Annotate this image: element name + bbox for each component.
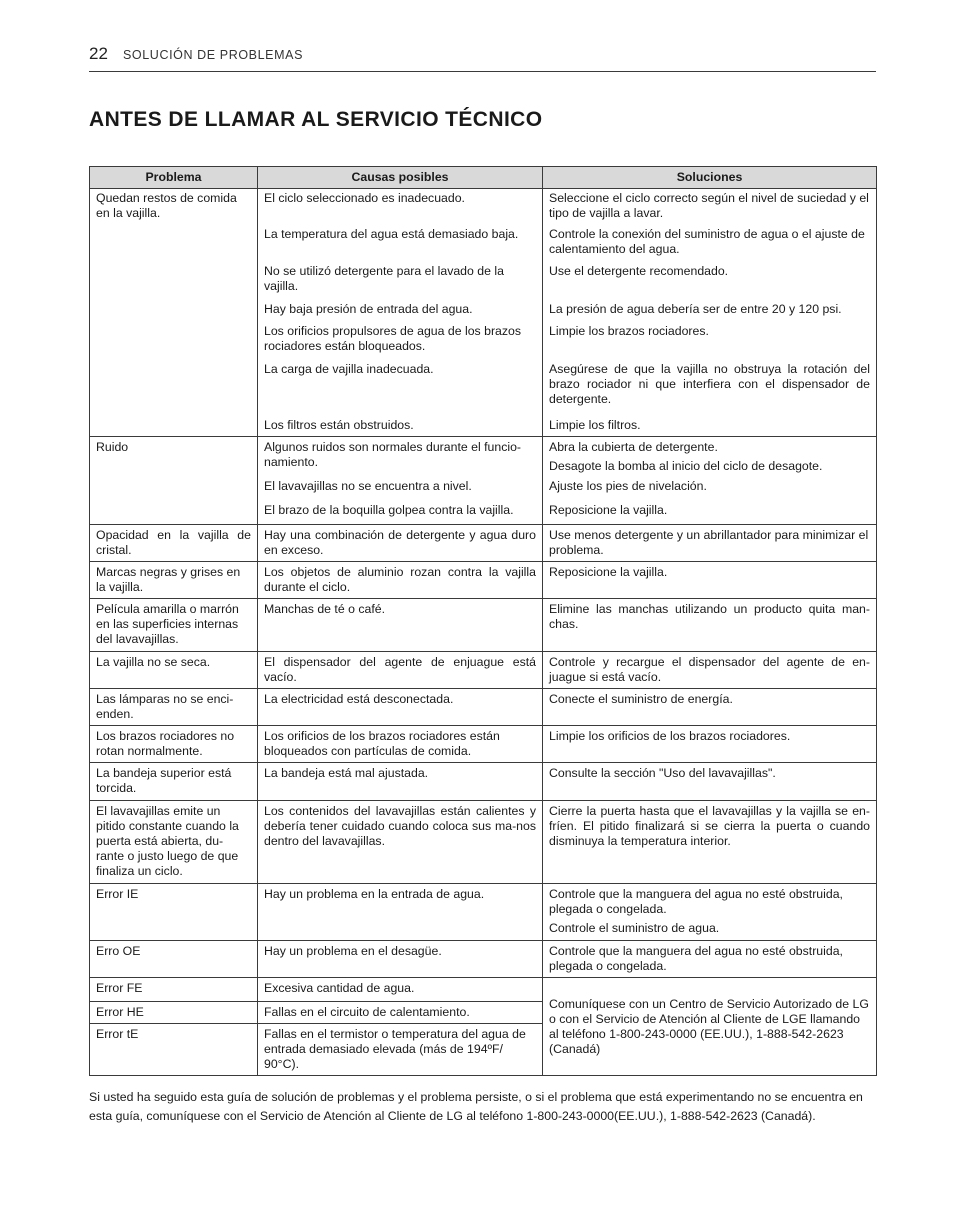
solution-cell: Controle y recargue el dispensador del agente de en-juague si está vacío. — [543, 652, 877, 689]
table-row — [90, 689, 877, 726]
cause-cell: Fallas en el circuito de calentamiento. — [258, 1002, 543, 1024]
table-row — [90, 978, 877, 1002]
cause-cell: No se utilizó detergente para el lavado de la vajilla. — [258, 264, 543, 302]
solution-cell: Comuníquese con un Centro de Servicio Autorizado de LG o con el Servicio de Atención al Cliente de LGE llamando al teléfono 1-800-243-0000 (EE.UU.), 1-888-542-2623 (Canadá) — [543, 978, 877, 1076]
solution-cell: Elimine las manchas utilizando un producto quita man-chas. — [543, 599, 877, 652]
solution-cell: Use el detergente recomendado. — [543, 264, 877, 302]
problem-cell: El lavavajillas emite un pitido constante cuando la puerta está abierta, du-rante o justo luego de que finaliza un ciclo. — [90, 801, 258, 884]
problem-cell: Erro OE — [90, 941, 258, 978]
problem-cell: Marcas negras y grises en la vajilla. — [90, 562, 258, 599]
problem-cell: Película amarilla o marrón en las superficies internas del lavavajillas. — [90, 599, 258, 652]
solution-line: Controle el suministro de agua. — [549, 921, 720, 935]
cause-cell: Hay un problema en la entrada de agua. — [258, 884, 543, 941]
column-header-causes: Causas posibles — [258, 167, 543, 189]
cause-cell: Hay baja presión de entrada del agua. — [258, 302, 543, 324]
solution-line: Controle que la manguera del agua no esté obstruida, plegada o congelada. — [549, 887, 843, 916]
cause-cell: La bandeja está mal ajustada. — [258, 763, 543, 801]
problem-cell: Opacidad en la vajilla de cristal. — [90, 525, 258, 562]
table-row — [90, 801, 877, 884]
problem-cell: Error HE — [90, 1002, 258, 1024]
solution-cell — [543, 437, 877, 479]
solution-cell: Limpie los brazos rociadores. — [543, 324, 877, 362]
solution-line: Abra la cubierta de detergente. — [549, 440, 718, 454]
cause-cell: El lavavajillas no se encuentra a nivel. — [258, 479, 543, 501]
solution-cell: Controle la conexión del suministro de agua o el ajuste de calentamiento del agua. — [543, 227, 877, 264]
page-title: ANTES DE LLAMAR AL SERVICIO TÉCNICO — [89, 108, 543, 131]
cause-cell: Los orificios de los brazos rociadores están bloqueados con partículas de comida. — [258, 726, 543, 763]
cause-cell: El ciclo seleccionado es inadecuado. — [258, 189, 543, 227]
problem-cell: Las lámparas no se enci-enden. — [90, 689, 258, 726]
cause-cell: Los filtros están obstruidos. — [258, 414, 543, 437]
cause-cell: Los contenidos del lavavajillas están calientes y debería tener cuidado cuando coloca sus ma-nos dentro del lavavajillas. — [258, 801, 543, 884]
column-header-solutions: Soluciones — [543, 167, 877, 189]
cause-cell: Manchas de té o café. — [258, 599, 543, 652]
cause-cell: Algunos ruidos son normales durante el funcio-namiento. — [258, 437, 543, 479]
cause-cell: El brazo de la boquilla golpea contra la vajilla. — [258, 501, 543, 525]
solution-cell: Consulte la sección "Uso del lavavajillas". — [543, 763, 877, 801]
footer-note: Si usted ha seguido esta guía de solución de problemas y el problema persiste, o si el problema que está experimentando no se encuentra en esta guía, comuníquese con el Servicio de Atención al Cliente de LG al teléfono 1-800-243-0000(EE.UU.), 1-888-542-2623 (Canadá). — [89, 1090, 863, 1123]
column-header-problem: Problema — [90, 167, 258, 189]
problem-cell: La vajilla no se seca. — [90, 652, 258, 689]
cause-cell: Hay una combinación de detergente y agua duro en exceso. — [258, 525, 543, 562]
problem-cell: La bandeja superior está torcida. — [90, 763, 258, 801]
cause-cell: Fallas en el termistor o temperatura del agua de entrada demasiado elevada (más de 194ºF/ 90°C). — [258, 1024, 543, 1076]
solution-cell: Reposicione la vajilla. — [543, 501, 877, 525]
solution-cell: Controle que la manguera del agua no esté obstruida, plegada o congelada. — [543, 941, 877, 978]
solution-cell: Limpie los filtros. — [543, 414, 877, 437]
solution-cell: La presión de agua debería ser de entre 20 y 120 psi. — [543, 302, 877, 324]
problem-cell: Ruido — [90, 437, 258, 525]
page-header — [89, 44, 876, 72]
problem-cell: Error tE — [90, 1024, 258, 1076]
troubleshooting-table — [89, 166, 877, 1076]
table-row — [90, 562, 877, 599]
cause-cell: La electricidad está desconectada. — [258, 689, 543, 726]
solution-cell: Limpie los orificios de los brazos rociadores. — [543, 726, 877, 763]
solution-line: Desagote la bomba al inicio del ciclo de desagote. — [549, 459, 823, 473]
solution-cell: Use menos detergente y un abrillantador para minimizar el problema. — [543, 525, 877, 562]
problem-cell: Error IE — [90, 884, 258, 941]
table-row — [90, 652, 877, 689]
solution-cell: Conecte el suministro de energía. — [543, 689, 877, 726]
problem-cell: Error FE — [90, 978, 258, 1002]
table-row — [90, 763, 877, 801]
solution-cell: Ajuste los pies de nivelación. — [543, 479, 877, 501]
table-row — [90, 525, 877, 562]
table-row — [90, 437, 877, 479]
cause-cell: Los objetos de aluminio rozan contra la vajilla durante el ciclo. — [258, 562, 543, 599]
table-row — [90, 941, 877, 978]
cause-cell: La carga de vajilla inadecuada. — [258, 362, 543, 414]
cause-cell: Los orificios propulsores de agua de los brazos rociadores están bloqueados. — [258, 324, 543, 362]
page-number: 22 — [89, 44, 108, 63]
table-row — [90, 189, 877, 227]
cause-cell: Excesiva cantidad de agua. — [258, 978, 543, 1002]
table-row — [90, 726, 877, 763]
solution-cell: Seleccione el ciclo correcto según el nivel de suciedad y el tipo de vajilla a lavar. — [543, 189, 877, 227]
table-row — [90, 884, 877, 941]
problem-cell: Los brazos rociadores no rotan normalmente. — [90, 726, 258, 763]
solution-cell: Reposicione la vajilla. — [543, 562, 877, 599]
cause-cell: El dispensador del agente de enjuague está vacío. — [258, 652, 543, 689]
cause-cell: Hay un problema en el desagüe. — [258, 941, 543, 978]
cause-cell: La temperatura del agua está demasiado baja. — [258, 227, 543, 264]
solution-cell: Asegúrese de que la vajilla no obstruya la rotación del brazo rociador ni que interfiera con el dispensador de detergente. — [543, 362, 877, 414]
table-row — [90, 599, 877, 652]
solution-cell: Cierre la puerta hasta que el lavavajillas y la vajilla se en-fríen. El pitido finalizará si se cierra la puerta o cuando disminuya la temperatura interior. — [543, 801, 877, 884]
table-header-row — [90, 167, 877, 189]
section-name: SOLUCIÓN DE PROBLEMAS — [123, 48, 304, 62]
problem-cell: Quedan restos de comida en la vajilla. — [90, 189, 258, 437]
solution-cell — [543, 884, 877, 941]
